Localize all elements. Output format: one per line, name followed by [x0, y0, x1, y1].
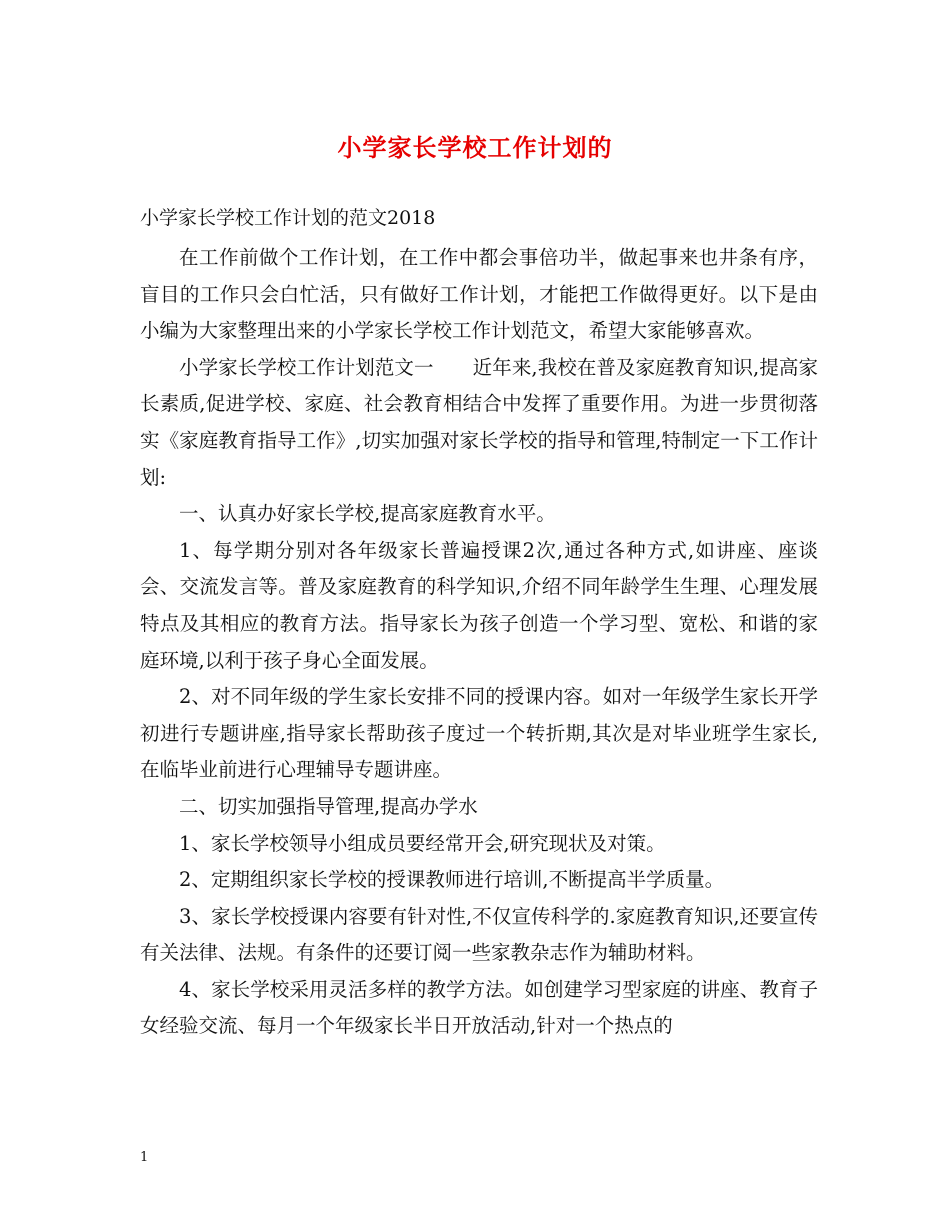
document-subtitle: 小学家长学校工作计划的范文2018	[140, 207, 436, 229]
paragraph-item: 4、家长学校采用灵活多样的教学方法。如创建学习型家庭的讲座、教育子女经验交流、每月一个年级家长半日开放活动,针对一个热点的	[140, 977, 818, 1038]
document-title: 小学家长学校工作计划的	[337, 133, 613, 162]
paragraph-item: 1、每学期分别对各年级家长普遍授课2次,通过各种方式,如讲座、座谈会、交流发言等。普及家庭教育的科学知识,介绍不同年龄学生生理、心理发展特点及其相应的教育方法。指导家长为孩子创造一个学习型、宽松、和谐的家庭环境,以利于孩子身心全面发展。	[140, 538, 818, 672]
paragraph-item: 2、对不同年级的学生家长安排不同的授课内容。如对一年级学生家长开学初进行专题讲座,指导家长帮助孩子度过一个转折期,其次是对毕业班学生家长,在临毕业前进行心理辅导专题讲座。	[140, 685, 818, 782]
document-body	[140, 240, 818, 1045]
page-number: 1	[140, 1150, 149, 1165]
paragraph-item: 3、家长学校授课内容要有针对性,不仅宣传科学的.家庭教育知识,还要宣传有关法律、法规。有条件的还要订阅一些家教杂志作为辅助材料。	[140, 904, 818, 965]
paragraph-item: 1、家长学校领导小组成员要经常开会,研究现状及对策。	[179, 831, 666, 855]
paragraph-item: 2、定期组织家长学校的授课教师进行培训,不断提高半学质量。	[179, 868, 725, 892]
section-heading-two: 二、切实加强指导管理,提高办学水	[179, 794, 478, 818]
paragraph-sample-one: 小学家长学校工作计划范文一 近年来,我校在普及家庭教育知识,提高家长素质,促进学校、家庭、社会教育相结合中发挥了重要作用。为进一步贯彻落实《家庭教育指导工作》,切实加强对家长学校的指导和管理,特制定一下工作计划:	[140, 355, 818, 489]
section-heading-one: 一、认真办好家长学校,提高家庭教育水平。	[179, 502, 556, 526]
paragraph-intro: 在工作前做个工作计划，在工作中都会事倍功半，做起事来也井条有序，盲目的工作只会白忙活，只有做好工作计划，才能把工作做得更好。以下是由小编为大家整理出来的小学家长学校工作计划范文，希望大家能够喜欢。	[140, 246, 818, 343]
